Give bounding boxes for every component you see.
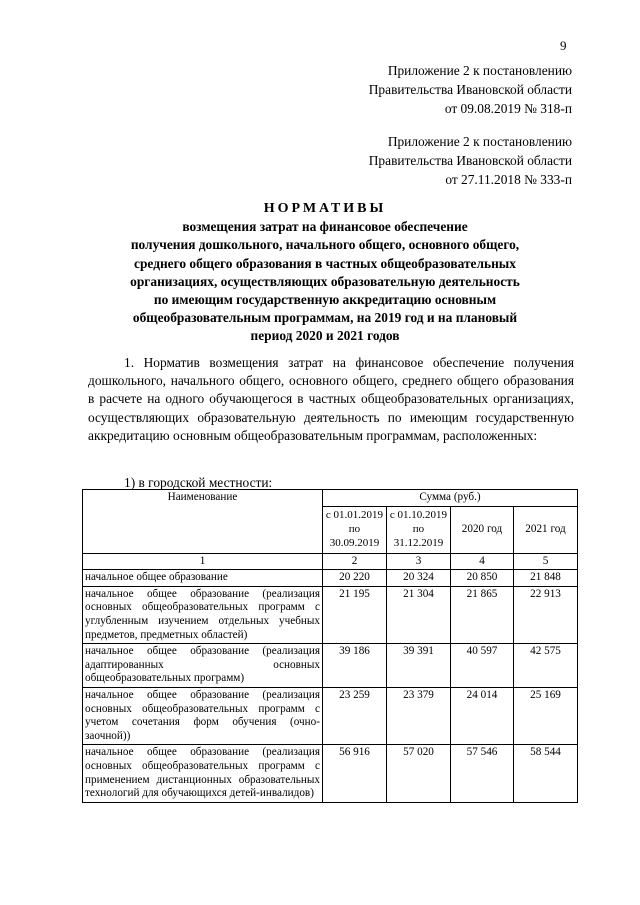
title-line: общеобразовательным программам, на 2019 год и на плановый <box>132 310 518 326</box>
row-value: 20 850 <box>451 570 514 587</box>
row-value: 56 916 <box>323 745 387 802</box>
row-value: 57 020 <box>387 745 451 802</box>
row-value: 39 391 <box>387 644 451 688</box>
title-line: возмещения затрат на финансовое обеспечение <box>182 219 468 235</box>
table-row <box>83 644 578 688</box>
column-number: 3 <box>387 553 451 570</box>
row-value: 21 848 <box>514 570 578 587</box>
appendix-note-current <box>369 61 572 118</box>
row-value: 57 546 <box>451 745 514 802</box>
appendix-note-original <box>369 132 572 189</box>
row-name: начальное общее образование (реализация адаптированных основных общеобразовательных программ) <box>83 644 323 688</box>
appendix-line: Правительства Ивановской области <box>368 153 572 168</box>
header-sum: Сумма (руб.) <box>323 490 578 507</box>
row-value: 22 913 <box>514 586 578 643</box>
table-column-number-row <box>83 553 578 570</box>
title-line: организациях, осуществляющих образовательную деятельность <box>130 273 520 289</box>
appendix-line: Приложение 2 к постановлению <box>387 63 572 78</box>
row-name: начальное общее образование <box>83 570 323 587</box>
row-value: 21 195 <box>323 586 387 643</box>
page-number: 9 <box>560 38 567 53</box>
paragraph-1-text: 1. Норматив возмещения затрат на финансовое обеспечение получения дошкольного, начального общего, основного общего, среднего общего образования в расчете на одного обучающегося в частных общеобразовательных организациях, осуществляющих образовательную деятельность по имеющим государственную аккредитацию основным общеобразовательным программам, расположенных: <box>88 355 574 443</box>
document-title <box>100 200 550 346</box>
header-period: с 01.01.2019 по 30.09.2019 <box>323 506 387 553</box>
row-name: начальное общее образование (реализация основных общеобразовательных программ с учетом сочетания форм обучения (очно-заочной)) <box>83 687 323 744</box>
row-value: 23 379 <box>387 687 451 744</box>
row-value: 21 865 <box>451 586 514 643</box>
column-number: 4 <box>451 553 514 570</box>
table-row <box>83 570 578 587</box>
title-line: период 2020 и 2021 годов <box>250 328 400 344</box>
column-number: 5 <box>514 553 578 570</box>
row-value: 40 597 <box>451 644 514 688</box>
row-value: 58 544 <box>514 745 578 802</box>
title-heading: НОРМАТИВЫ <box>263 201 387 216</box>
appendix-line: Правительства Ивановской области <box>368 82 572 97</box>
section-label-urban: 1) в городской местности: <box>124 475 273 490</box>
table-header-row <box>83 490 578 507</box>
title-line: среднего общего образования в частных общеобразовательных <box>134 255 516 271</box>
column-number: 1 <box>83 553 323 570</box>
title-line: по имеющим государственную аккредитацию основным <box>153 292 497 308</box>
header-name: Наименование <box>83 490 323 554</box>
table-row <box>83 687 578 744</box>
column-number: 2 <box>323 553 387 570</box>
appendix-line: Приложение 2 к постановлению <box>387 134 572 149</box>
row-name: начальное общее образование (реализация основных общеобразовательных программ с углубленным изучением отдельных учебных предметов, предметных областей) <box>83 586 323 643</box>
row-value: 20 324 <box>387 570 451 587</box>
header-period: 2020 год <box>451 506 514 553</box>
norms-table <box>82 489 578 803</box>
appendix-line: от 27.11.2018 № 333-п <box>445 172 572 187</box>
row-value: 25 169 <box>514 687 578 744</box>
row-value: 20 220 <box>323 570 387 587</box>
row-value: 39 186 <box>323 644 387 688</box>
row-value: 21 304 <box>387 586 451 643</box>
row-value: 24 014 <box>451 687 514 744</box>
row-value: 42 575 <box>514 644 578 688</box>
header-period: 2021 год <box>514 506 578 553</box>
row-name: начальное общее образование (реализация основных общеобразовательных программ с применением дистанционных образовательных технологий для обучающихся детей-инвалидов) <box>83 745 323 802</box>
table-row <box>83 586 578 643</box>
header-period: с 01.10.2019 по 31.12.2019 <box>387 506 451 553</box>
row-value: 23 259 <box>323 687 387 744</box>
title-line: получения дошкольного, начального общего, основного общего, <box>130 237 520 253</box>
appendix-line: от 09.08.2019 № 318-п <box>444 101 572 116</box>
table-row <box>83 745 578 802</box>
paragraph-1 <box>88 354 574 445</box>
